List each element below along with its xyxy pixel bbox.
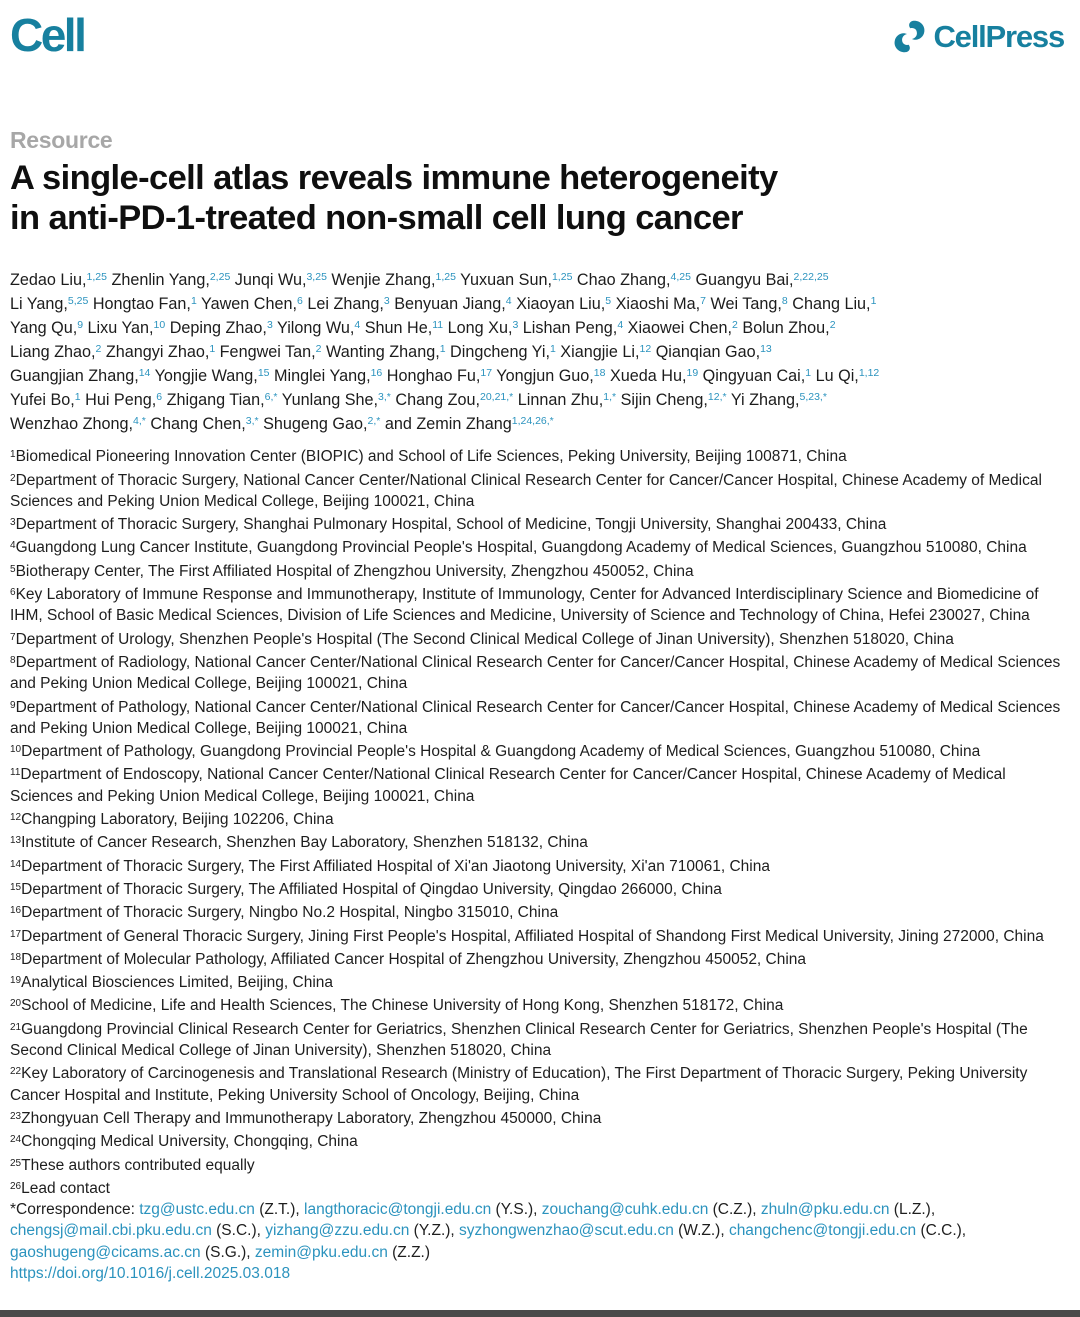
affiliation-number: 5 xyxy=(10,563,16,575)
affiliation-text: Department of Urology, Shenzhen People's Hospital (The Second Clinical Medical College of Jinan University), Shenzhen 518020, China xyxy=(15,630,954,648)
affiliation-text: Department of Thoracic Surgery, The Affiliated Hospital of Qingdao University, Qingdao 266000, China xyxy=(21,880,722,898)
author: Wei Tang, xyxy=(710,295,782,314)
author-affiliation-superscript: 5,23,* xyxy=(799,391,827,404)
affiliation xyxy=(10,1129,1068,1152)
author-line xyxy=(10,267,1068,291)
affiliation-number: 20 xyxy=(10,998,22,1010)
affiliation xyxy=(10,1176,1068,1199)
affiliation-number: 13 xyxy=(10,835,22,847)
author-line xyxy=(10,291,1068,315)
author: Guangjian Zhang, xyxy=(10,367,139,386)
author-affiliation-superscript: 1 xyxy=(870,295,877,308)
correspondence-initials: (S.G.), xyxy=(200,1243,255,1261)
author: Wenzhao Zhong, xyxy=(10,415,133,434)
affiliation-text: Key Laboratory of Immune Response and Immunotherapy, Institute of Immunology, Center for Advanced Interdisciplinary Science and Biomedicine of IHM, School of Basic Medical Sciences, Division of Life Sciences and Medicine, University of Science and Technology of China, Hefei 230027, China xyxy=(10,586,1039,625)
author-line xyxy=(10,363,1068,387)
author: Honghao Fu, xyxy=(386,367,481,386)
affiliation xyxy=(10,993,1068,1016)
author: Lishan Peng, xyxy=(522,319,618,338)
affiliation-text: Department of General Thoracic Surgery, Jining First People's Hospital, Affiliated Hospital of Shandong First Medical University, Jining 272000, China xyxy=(21,927,1044,945)
author: Chang Liu, xyxy=(792,295,871,314)
affiliation xyxy=(10,970,1068,993)
affiliation-number: 4 xyxy=(10,540,16,552)
affiliation-number: 17 xyxy=(10,928,22,940)
correspondence-initials: (C.C.), xyxy=(916,1222,967,1240)
author: Xueda Hu, xyxy=(609,367,687,386)
author-affiliation-superscript: 10 xyxy=(153,319,166,332)
author: Yawen Chen, xyxy=(201,295,297,314)
author: Zhigang Tian, xyxy=(166,391,265,410)
author-affiliation-superscript: 4 xyxy=(505,295,512,308)
doi-link[interactable]: https://doi.org/10.1016/j.cell.2025.03.018 xyxy=(10,1264,291,1282)
author: Yilong Wu, xyxy=(277,319,355,338)
correspondence-email[interactable]: zouchang@cuhk.edu.cn xyxy=(541,1201,709,1219)
page-footer-bar xyxy=(0,1310,1080,1317)
affiliation-number: 16 xyxy=(10,905,22,917)
author: Yuxuan Sun, xyxy=(460,271,552,290)
correspondence-initials: (Y.S.), xyxy=(491,1201,542,1219)
affiliation-number: 14 xyxy=(10,858,22,870)
cellpress-wordmark: CellPress xyxy=(933,19,1064,54)
author-affiliation-superscript: 19 xyxy=(686,367,699,380)
author: Wanting Zhang, xyxy=(326,343,440,362)
author: Bolun Zhou, xyxy=(742,319,830,338)
author: Lixu Yan, xyxy=(87,319,154,338)
author: Shugeng Gao, xyxy=(263,415,368,434)
correspondence-initials: (Z.Z.) xyxy=(387,1243,431,1261)
correspondence-email[interactable]: gaoshugeng@cicams.ac.cn xyxy=(10,1243,201,1261)
affiliation xyxy=(10,650,1068,695)
author-affiliation-superscript: 3,* xyxy=(378,391,391,404)
author-affiliation-superscript: 20,21,* xyxy=(479,391,514,404)
affiliation-text: Chongqing Medical University, Chongqing, China xyxy=(21,1133,358,1151)
correspondence-email[interactable]: tzg@ustc.edu.cn xyxy=(139,1201,255,1219)
author: Xiaoshi Ma, xyxy=(615,295,701,314)
author-affiliation-superscript: 1,12 xyxy=(858,367,880,380)
correspondence-initials: (L.Z.), xyxy=(889,1201,936,1219)
article-title-line1: A single-cell atlas reveals immune heterogeneity xyxy=(10,159,778,198)
author-affiliation-superscript: 6 xyxy=(297,295,303,308)
author: Yunlang She, xyxy=(281,391,379,410)
author: Lei Zhang, xyxy=(307,295,384,314)
affiliation-text: Department of Thoracic Surgery, National Cancer Center/National Clinical Research Center for Cancer/Cancer Hospital, Chinese Academy of Medical Sciences and Peking Union Medical College, Beijing 100021, China xyxy=(10,471,1042,510)
affiliation xyxy=(10,807,1068,830)
correspondence-email[interactable]: syzhongwenzhao@scut.edu.cn xyxy=(459,1222,674,1240)
author-affiliation-superscript: 13 xyxy=(760,343,772,356)
affiliation xyxy=(10,535,1068,558)
affiliation-text: Department of Molecular Pathology, Affiliated Cancer Hospital of Zhengzhou University, Zhengzhou 450052, China xyxy=(21,950,807,968)
affiliation-text: Department of Thoracic Surgery, Ningbo No.2 Hospital, Ningbo 315010, China xyxy=(21,904,559,922)
author-affiliation-superscript: 3 xyxy=(512,319,519,332)
affiliation-number: 9 xyxy=(10,699,16,711)
author: Xiaoyan Liu, xyxy=(516,295,606,314)
author-affiliation-superscript: 16 xyxy=(370,367,383,380)
author: Benyuan Jiang, xyxy=(394,295,506,314)
author: and Zemin Zhang xyxy=(384,415,512,434)
author: Shun He, xyxy=(364,319,433,338)
affiliation-number: 1 xyxy=(10,449,16,461)
author-affiliation-superscript: 1,25 xyxy=(435,271,456,284)
author-affiliation-superscript: 2 xyxy=(732,319,738,332)
affiliation-text: Department of Thoracic Surgery, The First Affiliated Hospital of Xi'an Jiaotong University, Xi'an 710061, China xyxy=(21,857,770,875)
author: Zhangyi Zhao, xyxy=(105,343,210,362)
affiliation-number: 25 xyxy=(10,1157,22,1169)
author: Chang Chen, xyxy=(150,415,246,434)
affiliation-number: 10 xyxy=(10,744,22,756)
affiliation-text: Zhongyuan Cell Therapy and Immunotherapy Laboratory, Zhengzhou 450000, China xyxy=(21,1109,602,1127)
author: Guangyu Bai, xyxy=(695,271,794,290)
author-affiliation-superscript: 3,* xyxy=(245,415,259,428)
author: Hongtao Fan, xyxy=(92,295,191,314)
author-affiliation-superscript: 14 xyxy=(138,367,151,380)
affiliation-text: Department of Thoracic Surgery, Shanghai Pulmonary Hospital, School of Medicine, Tongji University, Shanghai 200433, China xyxy=(15,516,887,534)
affiliation-number: 21 xyxy=(10,1021,22,1033)
author-affiliation-superscript: 2 xyxy=(315,343,322,356)
author: Deping Zhao, xyxy=(169,319,267,338)
author: Zedao Liu, xyxy=(10,271,87,290)
author: Li Yang, xyxy=(10,295,68,314)
affiliation-number: 7 xyxy=(10,631,16,643)
affiliation-number: 15 xyxy=(10,881,22,893)
author-affiliation-superscript: 17 xyxy=(480,367,493,380)
author-line xyxy=(10,387,1068,411)
author: Lu Qi, xyxy=(815,367,859,386)
author: Junqi Wu, xyxy=(234,271,307,290)
author-affiliation-superscript: 1,25 xyxy=(86,271,107,284)
correspondence-email[interactable]: chengsj@mail.cbi.pku.edu.cn xyxy=(10,1222,212,1240)
author: Hui Peng, xyxy=(85,391,157,410)
author-affiliation-superscript: 5 xyxy=(605,295,612,308)
author-affiliation-superscript: 1,24,26,* xyxy=(511,415,554,428)
affiliation-text: Department of Pathology, National Cancer Center/National Clinical Research Center for Cancer/Cancer Hospital, Chinese Academy of Medical Sciences and Peking Union Medical College, Beijing 100021, China xyxy=(10,698,1061,737)
author: Long Xu, xyxy=(447,319,513,338)
affiliation-text: Key Laboratory of Carcinogenesis and Translational Research (Ministry of Education), The First Department of Thoracic Surgery, Peking University Cancer Hospital and Institute, Peking University School of Oncology, Beijing, China xyxy=(10,1065,1028,1104)
author-affiliation-superscript: 2,* xyxy=(367,415,381,428)
affiliation xyxy=(10,559,1068,582)
affiliation xyxy=(10,468,1068,513)
author-affiliation-superscript: 4,* xyxy=(133,415,146,428)
affiliation-number: 19 xyxy=(10,975,22,987)
author-affiliation-superscript: 1,25 xyxy=(551,271,573,284)
correspondence-email[interactable]: zemin@pku.edu.cn xyxy=(254,1243,388,1261)
author-line xyxy=(10,315,1068,339)
author-affiliation-superscript: 4 xyxy=(617,319,624,332)
author-affiliation-superscript: 2,22,25 xyxy=(793,271,829,284)
author-line xyxy=(10,339,1068,363)
affiliation-text: Department of Radiology, National Cancer Center/National Clinical Research Center for Cancer/Cancer Hospital, Chinese Academy of Medical Sciences and Peking Union Medical College, Beijing 100021, China xyxy=(10,653,1061,693)
affiliation xyxy=(10,900,1068,923)
affiliation-text: Biotherapy Center, The First Affiliated Hospital of Zhengzhou University, Zhengzhou 450052, China xyxy=(15,562,694,580)
author-affiliation-superscript: 12 xyxy=(639,343,652,356)
masthead xyxy=(10,9,1068,61)
author: Yi Zhang, xyxy=(730,391,800,410)
author-affiliation-superscript: 7 xyxy=(700,295,707,308)
affiliation xyxy=(10,1153,1068,1176)
author-affiliation-superscript: 15 xyxy=(257,367,270,380)
affiliation-text: These authors contributed equally xyxy=(21,1156,255,1174)
affiliation xyxy=(10,1106,1068,1129)
author: Liang Zhao, xyxy=(10,343,96,362)
author: Fengwei Tan, xyxy=(219,343,316,362)
author-affiliation-superscript: 2 xyxy=(829,319,836,332)
author-affiliation-superscript: 4 xyxy=(354,319,361,332)
affiliation-text: Analytical Biosciences Limited, Beijing, China xyxy=(21,974,334,992)
author: Linnan Zhu, xyxy=(517,391,604,410)
affiliation xyxy=(10,1061,1068,1106)
article-type-label: Resource xyxy=(10,127,113,153)
affiliation xyxy=(10,444,1068,467)
footnotes-block xyxy=(10,444,1068,1284)
author: Yongjie Wang, xyxy=(154,367,258,386)
author-affiliation-superscript: 6 xyxy=(156,391,163,404)
affiliation-number: 12 xyxy=(10,812,22,824)
author-affiliation-superscript: 1 xyxy=(439,343,446,356)
author: Xiaowei Chen, xyxy=(627,319,733,338)
correspondence-initials: (S.C.), xyxy=(211,1222,266,1240)
correspondence-initials: (W.Z.), xyxy=(673,1222,729,1240)
author-affiliation-superscript: 6,* xyxy=(264,391,278,404)
affiliation xyxy=(10,582,1068,627)
author-affiliation-superscript: 1 xyxy=(190,295,197,308)
affiliation-number: 22 xyxy=(10,1066,22,1078)
author-affiliation-superscript: 11 xyxy=(432,319,444,332)
author-affiliation-superscript: 3,25 xyxy=(306,271,327,284)
author-affiliation-superscript: 1 xyxy=(209,343,216,356)
author-affiliation-superscript: 12,* xyxy=(707,391,727,404)
author-affiliation-superscript: 1 xyxy=(74,391,81,404)
cell-journal-logo: Cell xyxy=(10,9,85,61)
correspondence-contacts xyxy=(10,1201,966,1261)
affiliation-number: 2 xyxy=(10,472,16,484)
correspondence-initials: (C.Z.), xyxy=(708,1201,761,1219)
author-affiliation-superscript: 5,25 xyxy=(67,295,89,308)
author: Zhenlin Yang, xyxy=(111,271,210,290)
author-affiliation-superscript: 3 xyxy=(383,295,390,308)
affiliation xyxy=(10,854,1068,877)
author-affiliation-superscript: 4,25 xyxy=(670,271,691,284)
affiliation-text: Department of Pathology, Guangdong Provincial People's Hospital & Guangdong Academy of Medical Sciences, Guangzhou 510080, China xyxy=(21,743,981,761)
affiliation-number: 26 xyxy=(10,1180,22,1192)
affiliation xyxy=(10,695,1068,740)
correspondence-initials: (Z.T.), xyxy=(254,1201,305,1219)
affiliation-text: Changping Laboratory, Beijing 102206, China xyxy=(21,811,334,829)
author: Yongjun Guo, xyxy=(496,367,594,386)
correspondence-label: *Correspondence: xyxy=(10,1201,140,1219)
author: Wenjie Zhang, xyxy=(331,271,436,290)
affiliation-list xyxy=(10,444,1068,1199)
author-list xyxy=(10,267,1068,435)
affiliation-text: Biomedical Pioneering Innovation Center (BIOPIC) and School of Life Sciences, Peking University, Beijing 100871, China xyxy=(15,448,847,466)
author: Yufei Bo, xyxy=(10,391,75,410)
affiliation xyxy=(10,830,1068,853)
affiliation xyxy=(10,512,1068,535)
author-affiliation-superscript: 9 xyxy=(77,319,84,332)
author: Yang Qu, xyxy=(10,319,78,338)
author: Chao Zhang, xyxy=(576,271,671,290)
author: Chang Zou, xyxy=(395,391,480,410)
correspondence xyxy=(10,1199,1068,1263)
author-affiliation-superscript: 1 xyxy=(549,343,556,356)
affiliation-text: Guangdong Provincial Clinical Research Center for Geriatrics, Shenzhen Clinical Research Center for Geriatrics, Shenzhen People's Hospital (The Second Clinical Medical College of Jinan University), Shenzhen 518020, China xyxy=(10,1020,1028,1060)
affiliation-number: 6 xyxy=(10,587,16,599)
author-affiliation-superscript: 8 xyxy=(781,295,788,308)
cellpress-logo xyxy=(893,20,1064,53)
affiliation-number: 24 xyxy=(10,1134,22,1146)
author-affiliation-superscript: 2,25 xyxy=(209,271,231,284)
author: Dingcheng Yi, xyxy=(450,343,550,362)
author-affiliation-superscript: 1 xyxy=(805,367,812,380)
affiliation-number: 11 xyxy=(10,767,21,779)
affiliation-text: Lead contact xyxy=(21,1179,110,1197)
affiliation xyxy=(10,924,1068,947)
author: Minglei Yang, xyxy=(274,367,371,386)
author-affiliation-superscript: 3 xyxy=(266,319,273,332)
affiliation xyxy=(10,1017,1068,1062)
affiliation xyxy=(10,762,1068,807)
affiliation-text: School of Medicine, Life and Health Sciences, The Chinese University of Hong Kong, Shenzhen 518172, China xyxy=(21,997,784,1015)
author-affiliation-superscript: 2 xyxy=(95,343,102,356)
affiliation xyxy=(10,627,1068,650)
affiliation-text: Guangdong Lung Cancer Institute, Guangdong Provincial People's Hospital, Guangdong Academy of Medical Sciences, Guangzhou 510080, China xyxy=(15,539,1027,557)
author: Qingyuan Cai, xyxy=(702,367,806,386)
affiliation xyxy=(10,877,1068,900)
article-title xyxy=(10,158,1068,238)
correspondence-email[interactable]: changchenc@tongji.edu.cn xyxy=(728,1222,917,1240)
correspondence-initials: (Y.Z.), xyxy=(409,1222,460,1240)
author: Qianqian Gao, xyxy=(655,343,761,362)
affiliation xyxy=(10,739,1068,762)
correspondence-email[interactable]: langthoracic@tongji.edu.cn xyxy=(304,1201,492,1219)
affiliation-number: 3 xyxy=(10,517,16,529)
article-title-line2: in anti-PD-1-treated non-small cell lung cancer xyxy=(10,199,743,238)
affiliation-text: Institute of Cancer Research, Shenzhen Bay Laboratory, Shenzhen 518132, China xyxy=(21,834,588,852)
author-line xyxy=(10,411,1068,435)
affiliation-text: Department of Endoscopy, National Cancer Center/National Clinical Research Center for Cancer/Cancer Hospital, Chinese Academy of Medical Sciences and Peking Union Medical College, Beijing 100021, China xyxy=(10,766,1006,805)
affiliation-number: 8 xyxy=(10,654,16,666)
author: Xiangjie Li, xyxy=(560,343,640,362)
author-affiliation-superscript: 1,* xyxy=(603,391,617,404)
author: Sijin Cheng, xyxy=(620,391,708,410)
affiliation-number: 23 xyxy=(10,1110,22,1122)
correspondence-email[interactable]: zhuln@pku.edu.cn xyxy=(760,1201,890,1219)
correspondence-email[interactable]: yizhang@zzu.edu.cn xyxy=(265,1222,410,1240)
author-affiliation-superscript: 18 xyxy=(593,367,606,380)
affiliation-number: 18 xyxy=(10,951,22,963)
cellpress-swirl-icon xyxy=(893,20,926,53)
affiliation xyxy=(10,947,1068,970)
